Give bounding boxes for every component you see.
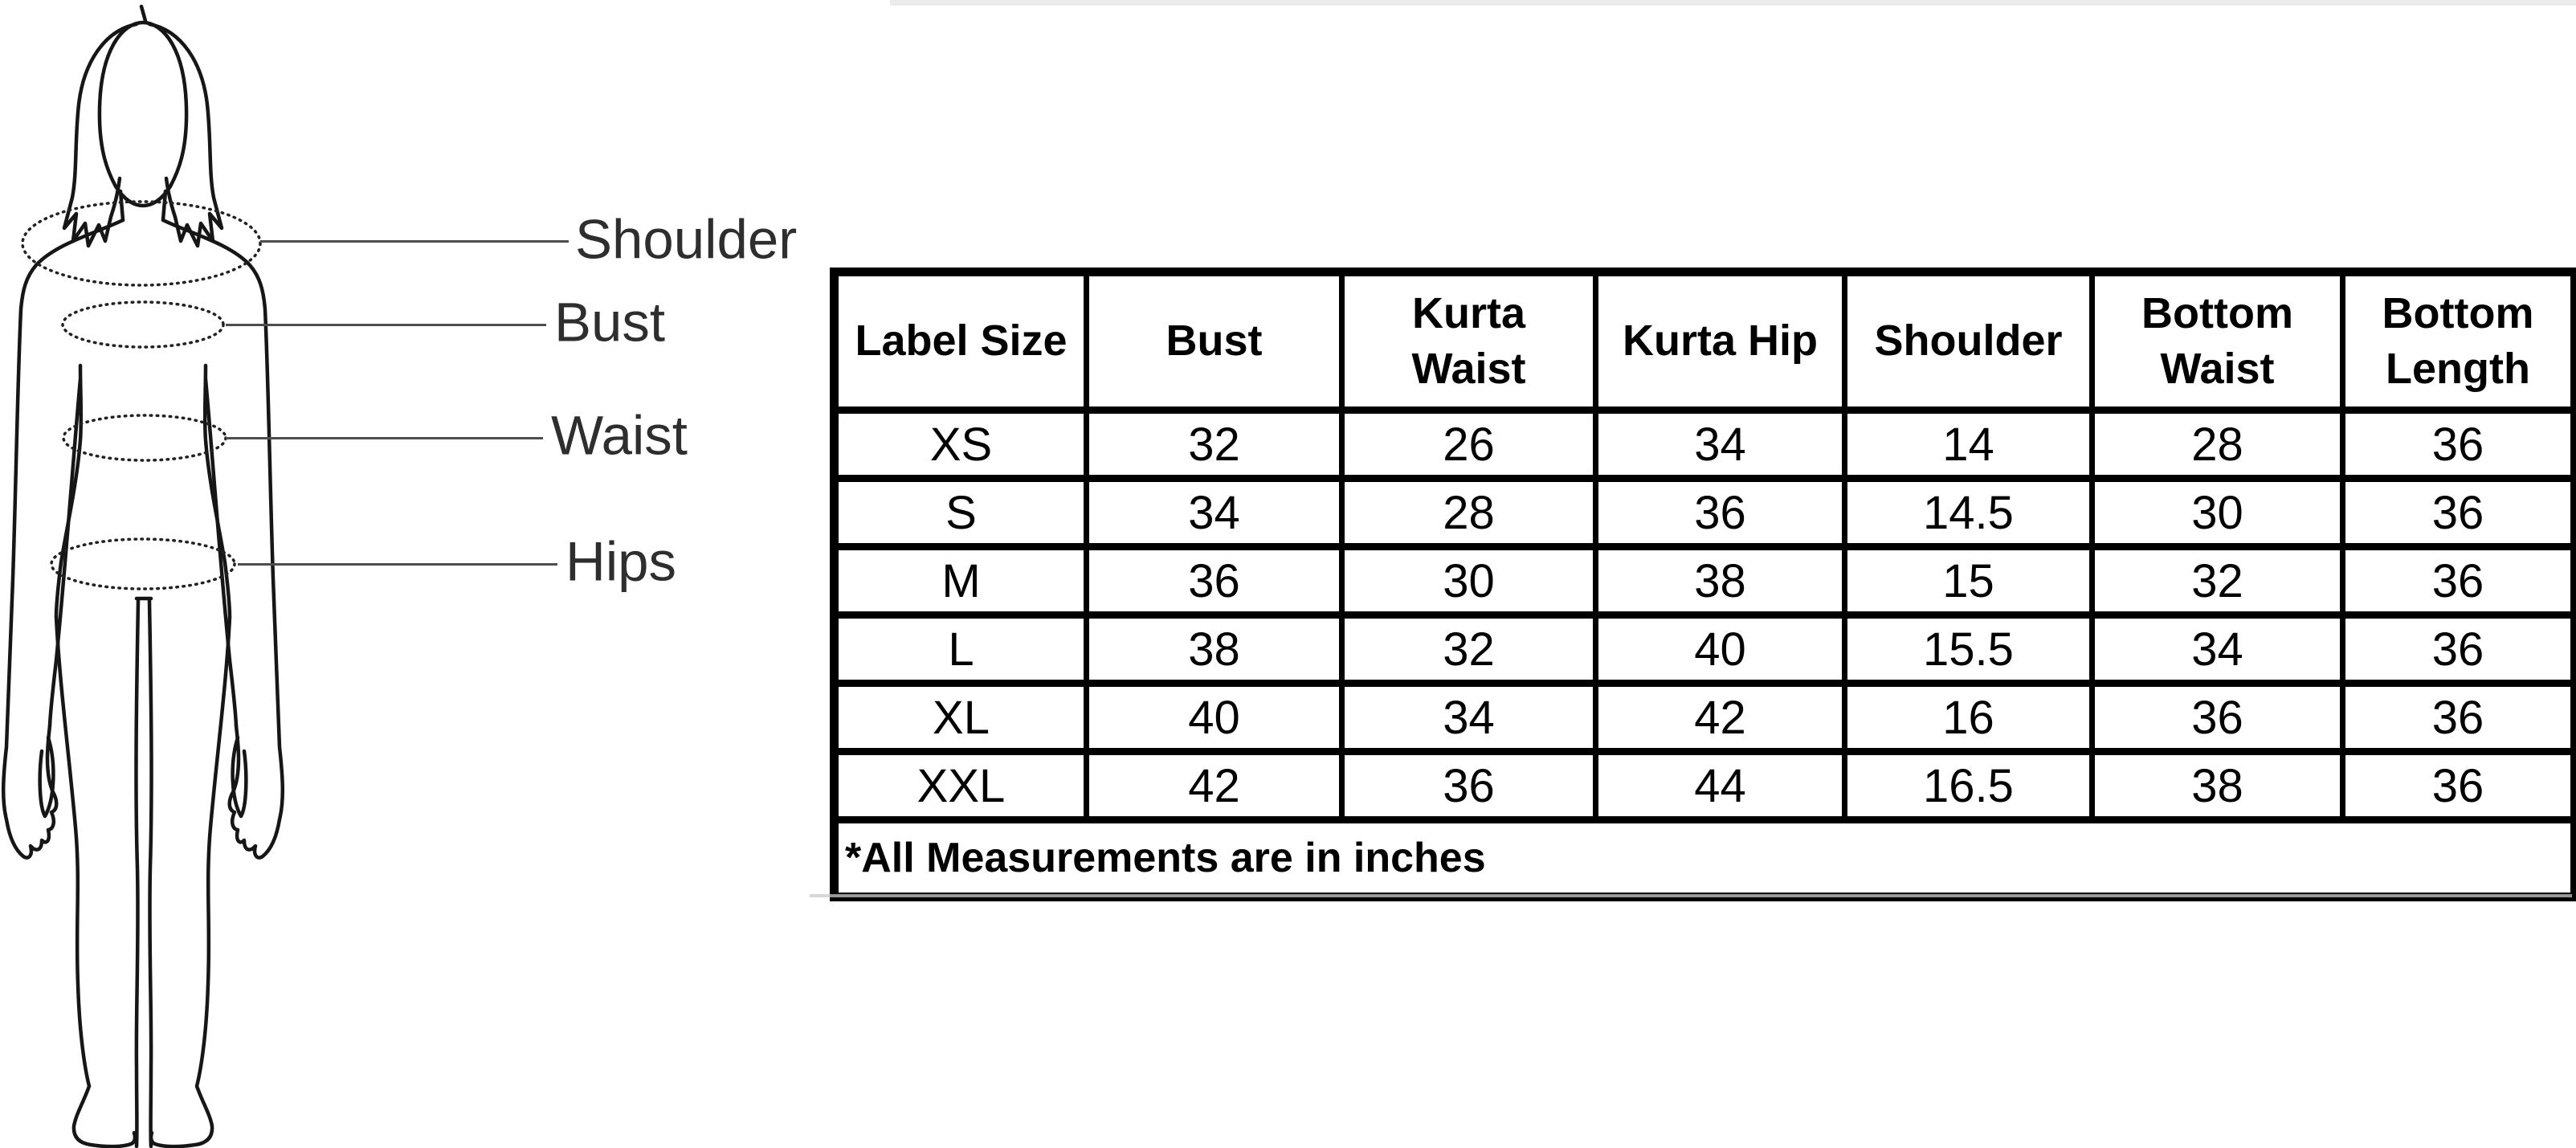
size-chart-table-container (830, 268, 2576, 901)
image-edge-strip-top (890, 0, 2576, 6)
left-arm-inner (50, 379, 80, 725)
left-leg-inner (136, 601, 138, 1146)
cell-kurta-hip: 38 (1596, 547, 1845, 615)
dotted-measure-ellipses (22, 202, 260, 589)
cell-shoulder: 16 (1845, 684, 2092, 752)
col-header-kurta-hip: Kurta Hip (1596, 272, 1845, 411)
cell-kurta-waist: 26 (1342, 411, 1596, 479)
cell-kurta-waist: 28 (1342, 479, 1596, 547)
cell-shoulder: 15.5 (1845, 615, 2092, 684)
cell-kurta-hip: 44 (1596, 752, 1845, 820)
cell-bust: 34 (1087, 479, 1342, 547)
cell-bust: 42 (1087, 752, 1342, 820)
cell-size: XXL (835, 752, 1087, 820)
right-shoulder-arm-outer (163, 220, 283, 858)
measurements-footnote: *All Measurements are in inches (835, 820, 2575, 897)
bust-callout-line (226, 324, 546, 326)
cell-kurta-waist: 34 (1342, 684, 1596, 752)
col-header-bottom-length: Bottom Length (2343, 272, 2575, 411)
cell-bottom-waist: 32 (2092, 547, 2343, 615)
cell-size: M (835, 547, 1087, 615)
cell-bottom-length: 36 (2343, 752, 2575, 820)
cell-shoulder: 16.5 (1845, 752, 2092, 820)
cell-shoulder: 14.5 (1845, 479, 2092, 547)
cell-bust: 32 (1087, 411, 1342, 479)
cell-size: XS (835, 411, 1087, 479)
size-chart-table (830, 268, 2576, 901)
col-header-bottom-waist: Bottom Waist (2092, 272, 2343, 411)
cell-kurta-waist: 36 (1342, 752, 1596, 820)
waist-dotted-ellipse (63, 415, 226, 460)
cell-bottom-length: 36 (2343, 615, 2575, 684)
table-row-s (835, 479, 2575, 547)
cell-bust: 36 (1087, 547, 1342, 615)
cell-size: XL (835, 684, 1087, 752)
cell-bottom-waist: 38 (2092, 752, 2343, 820)
table-row-xl (835, 684, 2575, 752)
right-leg-outer-foot (151, 617, 230, 1146)
col-header-bust: Bust (1087, 272, 1342, 411)
bust-label: Bust (554, 291, 666, 353)
cell-size: L (835, 615, 1087, 684)
header-row (835, 272, 2575, 411)
cell-kurta-waist: 32 (1342, 615, 1596, 684)
cell-bottom-waist: 36 (2092, 684, 2343, 752)
bust-dotted-ellipse (63, 302, 223, 347)
cell-bust: 40 (1087, 684, 1342, 752)
waist-callout-line (226, 437, 543, 439)
cell-kurta-hip: 42 (1596, 684, 1845, 752)
cell-bottom-length: 36 (2343, 411, 2575, 479)
table-row-l (835, 615, 2575, 684)
cell-bottom-length: 36 (2343, 684, 2575, 752)
shoulder-dotted-ellipse (22, 202, 260, 285)
cell-bottom-length: 36 (2343, 479, 2575, 547)
hips-callout-line (238, 563, 557, 566)
col-header-kurta-waist: Kurta Waist (1342, 272, 1596, 411)
neck-left-line (120, 191, 123, 220)
image-edge-strip-bottom (810, 894, 2572, 897)
col-header-label-size: Label Size (835, 272, 1087, 411)
cell-kurta-hip: 36 (1596, 479, 1845, 547)
cell-bust: 38 (1087, 615, 1342, 684)
col-header-shoulder: Shoulder (1845, 272, 2092, 411)
left-leg-outer-foot (56, 617, 135, 1146)
table-row-m (835, 547, 2575, 615)
size-chart-body (835, 411, 2575, 897)
head-crown-tick (141, 6, 145, 21)
cell-kurta-hip: 34 (1596, 411, 1845, 479)
cell-kurta-hip: 40 (1596, 615, 1845, 684)
cell-shoulder: 15 (1845, 547, 2092, 615)
cell-bottom-waist: 34 (2092, 615, 2343, 684)
waist-label: Waist (551, 404, 688, 467)
hips-dotted-ellipse (51, 539, 235, 589)
shoulder-callout-line (260, 240, 569, 243)
hips-label: Hips (565, 530, 677, 593)
neck-right-line (163, 191, 165, 220)
footnote-row (835, 820, 2575, 897)
cell-bottom-length: 36 (2343, 547, 2575, 615)
left-shoulder-arm-outer (3, 220, 123, 858)
cell-bottom-waist: 28 (2092, 411, 2343, 479)
head-outline (100, 22, 186, 206)
size-chart-header (835, 272, 2575, 411)
table-row-xs (835, 411, 2575, 479)
right-leg-inner (149, 601, 152, 1146)
cell-kurta-waist: 30 (1342, 547, 1596, 615)
cell-bottom-waist: 30 (2092, 479, 2343, 547)
cell-size: S (835, 479, 1087, 547)
shoulder-label: Shoulder (575, 208, 798, 271)
body-figure-illustration (0, 0, 450, 1148)
table-row-xxl (835, 752, 2575, 820)
cell-shoulder: 14 (1845, 411, 2092, 479)
